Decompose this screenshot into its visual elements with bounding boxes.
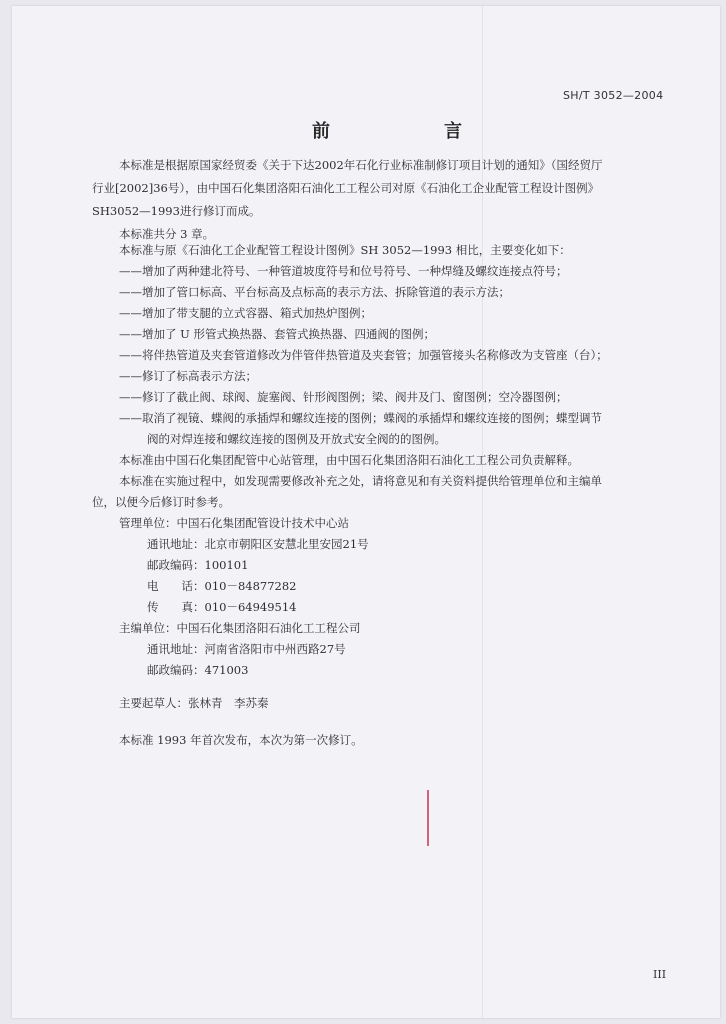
change-item-7: ——修订了截止阀、球阀、旋塞阀、针形阀图例；梁、阀井及门、窗图例；空冷器图例； <box>119 390 568 404</box>
management-address: 通讯地址：北京市朝阳区安慧北里安园21号 <box>147 537 369 551</box>
paragraph-3: 本标准与原《石油化工企业配管工程设计图例》SH 3052—1993 相比，主要变化如下： <box>119 243 571 257</box>
red-pen-mark <box>427 790 429 846</box>
change-item-5: ——将伴热管道及夹套管道修改为伴管伴热管道及夹套管；加强管接头名称修改为支管座（台）； <box>119 348 608 362</box>
change-item-1: ——增加了两种建北符号、一种管道坡度符号和位号符号、一种焊缝及螺纹连接点符号； <box>119 264 568 278</box>
editor-address: 通讯地址：河南省洛阳市中州西路27号 <box>147 642 346 656</box>
page-title <box>312 117 462 143</box>
paragraph-4: 本标准由中国石化集团配管中心站管理，由中国石化集团洛阳石油化工工程公司负责解释。 <box>119 453 579 467</box>
change-item-8-line-1: ——取消了视镜、蝶阀的承插焊和螺纹连接的图例；蝶阀的承插焊和螺纹连接的图例；蝶型调节 <box>119 411 602 425</box>
document-page <box>12 6 720 1018</box>
paragraph-1-line-2: 行业[2002]36号），由中国石化集团洛阳石油化工工程公司对原《石油化工企业配管工程设计图例》 <box>92 181 600 195</box>
standard-code: SH/T 3052—2004 <box>563 89 664 102</box>
editor-unit: 主编单位：中国石化集团洛阳石油化工工程公司 <box>119 621 361 635</box>
paragraph-5-line-2: 位，以便今后修订时参考。 <box>92 495 230 509</box>
change-item-4: ——增加了 U 形管式换热器、套管式换热器、四通阀的图例； <box>119 327 435 341</box>
management-unit: 管理单位：中国石化集团配管设计技术中心站 <box>119 516 349 530</box>
paragraph-1-line-1: 本标准是根据原国家经贸委《关于下达2002年石化行业标准制修订项目计划的通知》（国经贸厅 <box>119 158 603 172</box>
page-number: III <box>653 968 667 981</box>
paragraph-2: 本标准共分 3 章。 <box>119 227 215 241</box>
management-phone: 电 话：010－84877282 <box>147 579 297 593</box>
change-item-6: ——修订了标高表示方法； <box>119 369 257 383</box>
title-char-1: 前 <box>312 121 330 142</box>
editor-postcode: 邮政编码：471003 <box>147 663 249 677</box>
main-drafters: 主要起草人：张林青 李苏秦 <box>119 696 269 710</box>
change-item-3: ——增加了带支腿的立式容器、箱式加热炉图例； <box>119 306 372 320</box>
management-postcode: 邮政编码：100101 <box>147 558 249 572</box>
change-item-2: ——增加了管口标高、平台标高及点标高的表示方法、拆除管道的表示方法； <box>119 285 510 299</box>
paragraph-5-line-1: 本标准在实施过程中，如发现需要修改补充之处，请将意见和有关资料提供给管理单位和主编单 <box>119 474 602 488</box>
title-char-2: 言 <box>444 121 462 142</box>
change-item-8-line-2: 阀的对焊连接和螺纹连接的图例及开放式安全阀的的图例。 <box>147 432 446 446</box>
paragraph-1-line-3: SH3052—1993进行修订而成。 <box>92 204 261 218</box>
publication-history: 本标准 1993 年首次发布，本次为第一次修订。 <box>119 733 363 747</box>
management-fax: 传 真：010－64949514 <box>147 600 297 614</box>
